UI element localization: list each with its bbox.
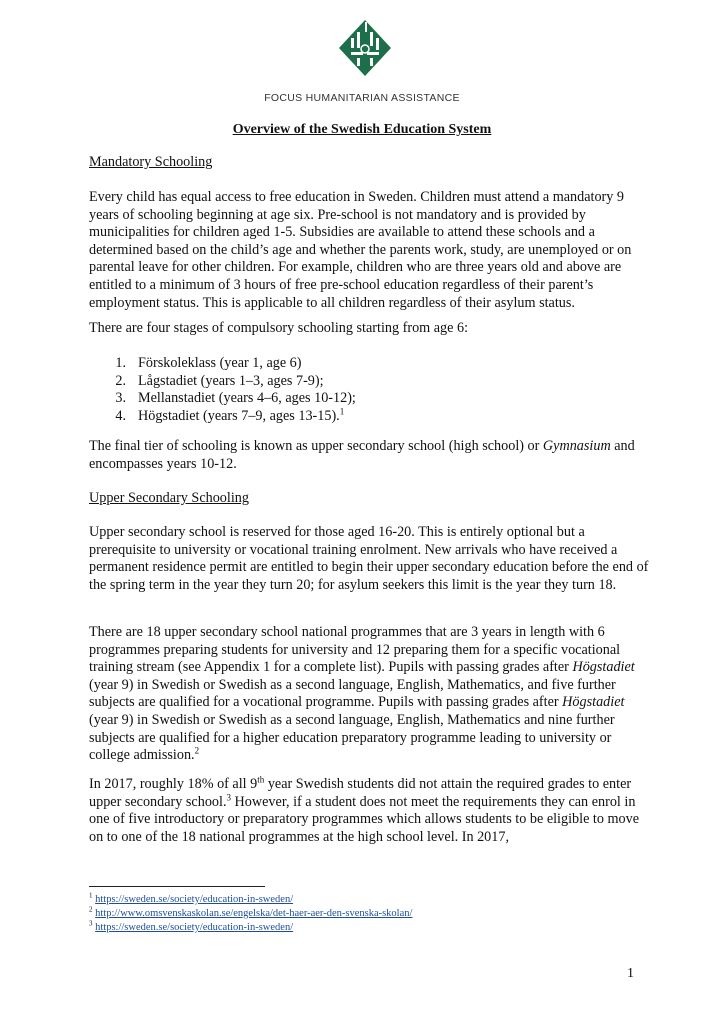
paragraph: The final tier of schooling is known as upper secondary school (high school) or Gymnasium and encompasses years 10-12. (89, 438, 635, 472)
paragraph: There are four stages of compulsory schooling starting from age 6: (89, 320, 469, 336)
paragraph: In 2017, roughly 18% of all 9th year Swedish students did not attain the required grades to enter upper secondary school.$^3$ However, if a student does not meet the requirements they can enrol in one of five introductory or preparatory programmes which allows students to be eligible to move on to one of the 18 national programmes at the high school level. In 2017, (89, 774, 640, 845)
list-item: 2. Lågstadiet (years 1–3, ages 7-9); (115, 372, 324, 389)
page-number: 1 (627, 966, 634, 981)
paragraph: Upper secondary school is reserved for those aged 16-20. This is entirely optional but a prerequisite to university or vocational training enrolment. New arrivals who have received a permanent residence permit are entitled to begin their upper secondary education before the end of the spring term in the year they turn 20; for asylum seekers this limit is the year they turn 18. (89, 524, 649, 593)
footnote-ref[interactable]: 2 (194, 745, 200, 756)
footnote: $^2$ http://www.omsvenskaskolan.se/engelska/det-haer-aer-den-svenska-skolan/ (89, 905, 413, 919)
footnote-link[interactable]: http://www.omsvenskaskolan.se/engelska/det-haer-aer-den-svenska-skolan/ (95, 908, 413, 919)
footnote-link[interactable]: https://sweden.se/society/education-in-sweden/ (95, 922, 294, 933)
section-heading-mandatory: Mandatory Schooling (89, 154, 213, 170)
footnote-ref[interactable]: 1 (339, 406, 345, 417)
focus-humanitarian-logo-icon (337, 18, 393, 78)
section-heading-upper-secondary: Upper Secondary Schooling (89, 490, 249, 506)
footnote-link[interactable]: https://sweden.se/society/education-in-sweden/ (95, 894, 294, 905)
paragraph: Every child has equal access to free education in Sweden. Children must attend a mandatory 9 years of schooling beginning at age six. Pre-school is not mandatory and is provided by municipalities for children aged 1-5. Subsidies are available to attend these schools and a determined based on the child’s age and whether the parents work, study, are unemployed or on parental leave for other children. For example, children who are three years old and above are entitled to a minimum of 3 hours of free pre-school education regardless of their parent’s employment status. This is applicable to all children regardless of their asylum status. (89, 189, 632, 311)
footnote-ref[interactable]: 3 (226, 791, 231, 802)
list-item: 4. Högstadiet (years 7–9, ages 13-15).$^1$ (115, 406, 345, 424)
stages-list (102, 355, 662, 425)
document-title: Overview of the Swedish Education System (232, 122, 492, 137)
footnote: $^3$ https://sweden.se/society/education-in-sweden/ (89, 919, 294, 933)
list-item: 3. Mellanstadiet (years 4–6, ages 10-12); (115, 390, 356, 407)
org-name: FOCUS HUMANITARIAN ASSISTANCE (264, 92, 460, 104)
footnote: $^1$ https://sweden.se/society/education-in-sweden/ (89, 891, 294, 905)
footnote-separator (89, 886, 265, 887)
paragraph: There are 18 upper secondary school national programmes that are 3 years in length with 6 programmes preparing students for university and 12 preparing them for a specific vocational training stream (see Appendix 1 for a complete list). Pupils with passing grades after Högstadiet (year 9) in Swedish or Swedish as a second language, English, Mathematics, and five further subjects are qualified for a vocational programme. Pupils with passing grades after Högstadiet (year 9) in Swedish or Swedish as a second language, English, Mathematics and nine further subjects are qualified for a higher education preparatory programme leading to university or college admission.$^2$ (89, 624, 635, 764)
list-item: 1. Förskoleklass (year 1, age 6) (115, 355, 302, 371)
